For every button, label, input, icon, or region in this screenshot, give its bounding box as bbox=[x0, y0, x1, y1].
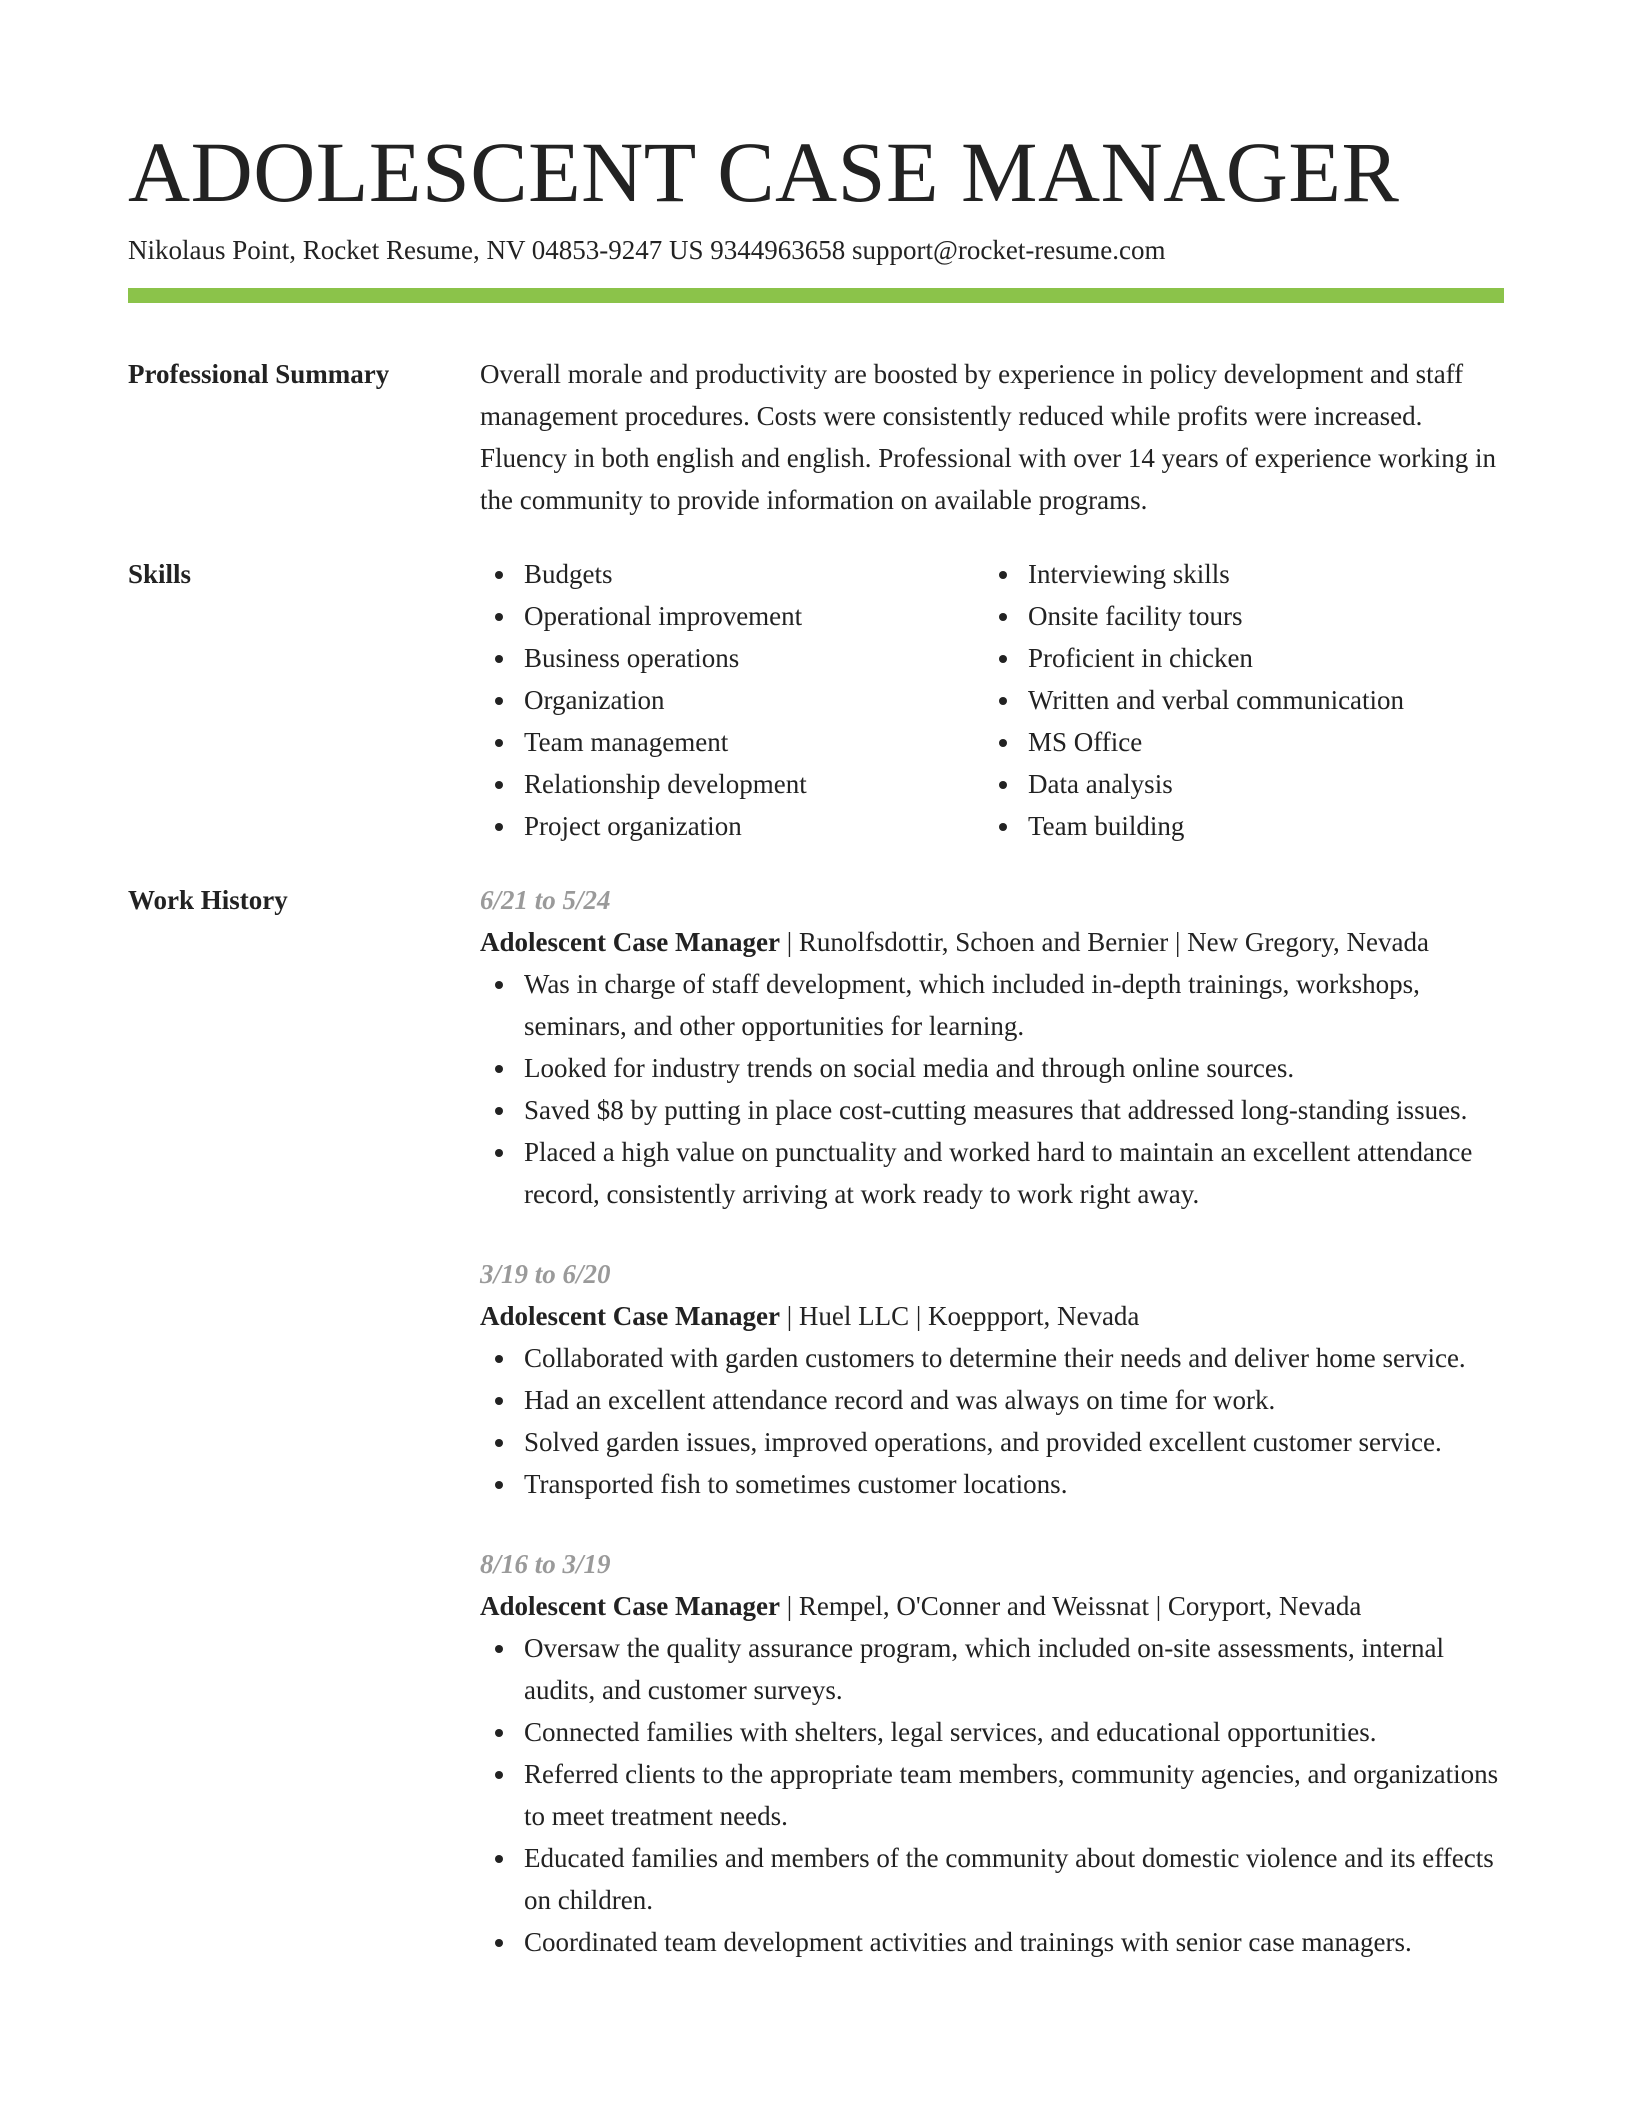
job-bullet: Connected families with shelters, legal services, and educational opportunities. bbox=[480, 1711, 1504, 1753]
job-heading bbox=[480, 1295, 1504, 1337]
contact-line: Nikolaus Point, Rocket Resume, NV 04853-9247 US 9344963658 support@rocket-resume.com bbox=[128, 235, 1166, 265]
skills-list-right bbox=[984, 553, 1488, 847]
job-bullets bbox=[480, 1627, 1504, 1963]
job-heading bbox=[480, 1585, 1504, 1627]
skill-item: Onsite facility tours bbox=[984, 595, 1488, 637]
job-bullet: Oversaw the quality assurance program, which included on-site assessments, internal audits, and customer surveys. bbox=[480, 1627, 1504, 1711]
section-label: Professional Summary bbox=[128, 359, 390, 389]
work-history-section bbox=[128, 879, 1504, 2001]
job-entry bbox=[480, 879, 1504, 1215]
job-employer-location: | Runolfsdottir, Schoen and Bernier | New Gregory, Nevada bbox=[779, 927, 1430, 957]
resume-title: ADOLESCENT CASE MANAGER bbox=[128, 124, 1400, 220]
resume-page bbox=[128, 118, 1504, 2001]
job-dates: 6/21 to 5/24 bbox=[480, 885, 611, 915]
job-entry bbox=[480, 1253, 1504, 1505]
skill-item: Project organization bbox=[480, 805, 984, 847]
job-employer-location: | Huel LLC | Koeppport, Nevada bbox=[779, 1301, 1140, 1331]
skill-item: Relationship development bbox=[480, 763, 984, 805]
header-divider bbox=[128, 288, 1504, 303]
skill-item: Written and verbal communication bbox=[984, 679, 1488, 721]
skill-item: Proficient in chicken bbox=[984, 637, 1488, 679]
job-bullet: Collaborated with garden customers to determine their needs and deliver home service. bbox=[480, 1337, 1504, 1379]
skill-item: MS Office bbox=[984, 721, 1488, 763]
skills-lists bbox=[480, 553, 1504, 847]
job-bullet: Looked for industry trends on social media and through online sources. bbox=[480, 1047, 1504, 1089]
job-bullet: Placed a high value on punctuality and worked hard to maintain an excellent attendance record, consistently arriving at work ready to work right away. bbox=[480, 1131, 1504, 1215]
skill-item: Organization bbox=[480, 679, 984, 721]
skill-item: Budgets bbox=[480, 553, 984, 595]
skill-item: Interviewing skills bbox=[984, 553, 1488, 595]
job-heading bbox=[480, 921, 1504, 963]
job-bullet: Coordinated team development activities and trainings with senior case managers. bbox=[480, 1921, 1504, 1963]
job-title: Adolescent Case Manager bbox=[480, 1301, 780, 1331]
summary-text: Overall morale and productivity are boosted by experience in policy development and staff management procedures. Costs were consistently reduced while profits were increased. Fluency in both english and english. Professional with over 14 years of experience working in the community to provide information on available programs. bbox=[480, 359, 1497, 515]
skill-item: Team building bbox=[984, 805, 1488, 847]
job-list bbox=[480, 879, 1504, 2001]
job-bullets bbox=[480, 963, 1504, 1215]
professional-summary-section bbox=[128, 353, 1504, 521]
job-bullet: Transported fish to sometimes customer locations. bbox=[480, 1463, 1504, 1505]
section-label: Skills bbox=[128, 559, 192, 589]
job-employer-location: | Rempel, O'Conner and Weissnat | Coryport, Nevada bbox=[779, 1591, 1362, 1621]
job-bullet: Was in charge of staff development, which included in-depth trainings, workshops, seminars, and other opportunities for learning. bbox=[480, 963, 1504, 1047]
job-title: Adolescent Case Manager bbox=[480, 927, 780, 957]
skill-item: Business operations bbox=[480, 637, 984, 679]
job-dates: 8/16 to 3/19 bbox=[480, 1549, 611, 1579]
skill-item: Team management bbox=[480, 721, 984, 763]
job-bullet: Referred clients to the appropriate team members, community agencies, and organizations to meet treatment needs. bbox=[480, 1753, 1504, 1837]
skill-item: Data analysis bbox=[984, 763, 1488, 805]
job-title: Adolescent Case Manager bbox=[480, 1591, 780, 1621]
skills-list-left bbox=[480, 553, 984, 847]
skill-item: Operational improvement bbox=[480, 595, 984, 637]
skills-section bbox=[128, 553, 1504, 847]
job-entry bbox=[480, 1543, 1504, 1963]
job-bullet: Had an excellent attendance record and was always on time for work. bbox=[480, 1379, 1504, 1421]
job-bullet: Educated families and members of the community about domestic violence and its effects on children. bbox=[480, 1837, 1504, 1921]
job-bullet: Saved $8 by putting in place cost-cutting measures that addressed long-standing issues. bbox=[480, 1089, 1504, 1131]
job-dates: 3/19 to 6/20 bbox=[480, 1259, 611, 1289]
job-bullets bbox=[480, 1337, 1504, 1505]
section-label: Work History bbox=[128, 885, 288, 915]
job-bullet: Solved garden issues, improved operations, and provided excellent customer service. bbox=[480, 1421, 1504, 1463]
